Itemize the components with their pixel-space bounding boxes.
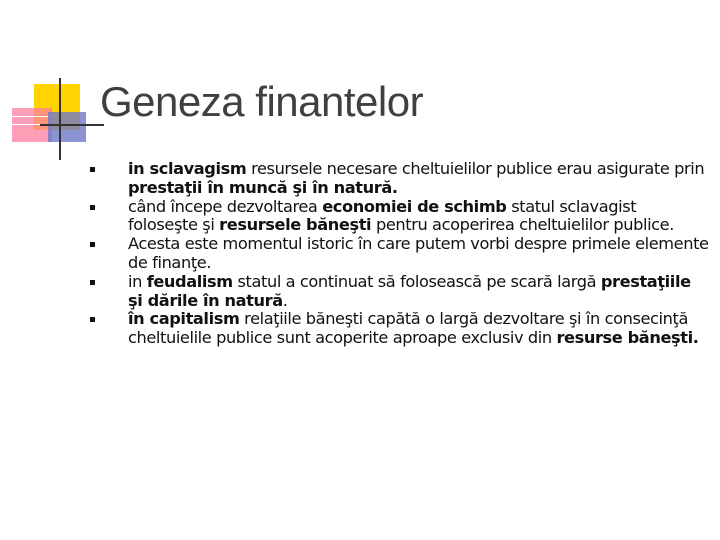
slide-title: Geneza finantelor [100,78,424,125]
bullet-text-bold: prestaţiile şi dările în natură [128,271,691,310]
logo-blue-square [48,112,86,142]
bullet-square-icon [90,317,95,322]
bullet-text-bold: resurse băneşti. [556,328,699,348]
bullet-item [90,198,710,236]
bullet-item [90,273,710,311]
bullet-text: statul a continuat să folosească pe scară largă [232,271,601,291]
bullet-square-icon [90,167,95,172]
bullet-text-bold: prestaţii în muncă şi în natură. [128,177,398,197]
bullet-item [90,310,710,348]
bullet-text: resursele necesare cheltuielilor publice erau asigurate prin [246,159,705,178]
bullet-text: relaţiile băneşti capătă o largă dezvoltare şi în consecinţă cheltuielile publice sunt acoperite aproape exclusiv din [128,309,688,348]
bullet-text-bold: resursele băneşti [219,215,372,235]
logo-vertical-line [59,78,61,160]
bullet-text-bold: economiei de schimb [322,196,507,216]
bullet-square-icon [90,242,95,247]
bullet-text: când începe dezvoltarea [128,196,323,216]
bullet-square-icon [90,205,95,210]
bullet-text-bold: in sclavagism [128,159,247,178]
bullet-item [90,235,710,273]
bullet-text: in [128,271,147,291]
bullet-list [90,160,710,348]
bullet-text: pentru acoperirea cheltuielilor publice. [371,215,674,235]
bullet-text-bold: în capitalism [128,309,240,329]
logo-horizontal-line [40,124,104,126]
bullet-item [90,160,710,198]
bullet-text: . [282,290,288,310]
bullet-text: Acesta este momentul istoric în care putem vorbi despre primele elemente de finanţe. [128,234,709,272]
bullet-square-icon [90,280,95,285]
bullet-text-bold: feudalism [146,271,233,291]
bullet-text: statul sclavagist foloseşte şi [128,196,637,235]
